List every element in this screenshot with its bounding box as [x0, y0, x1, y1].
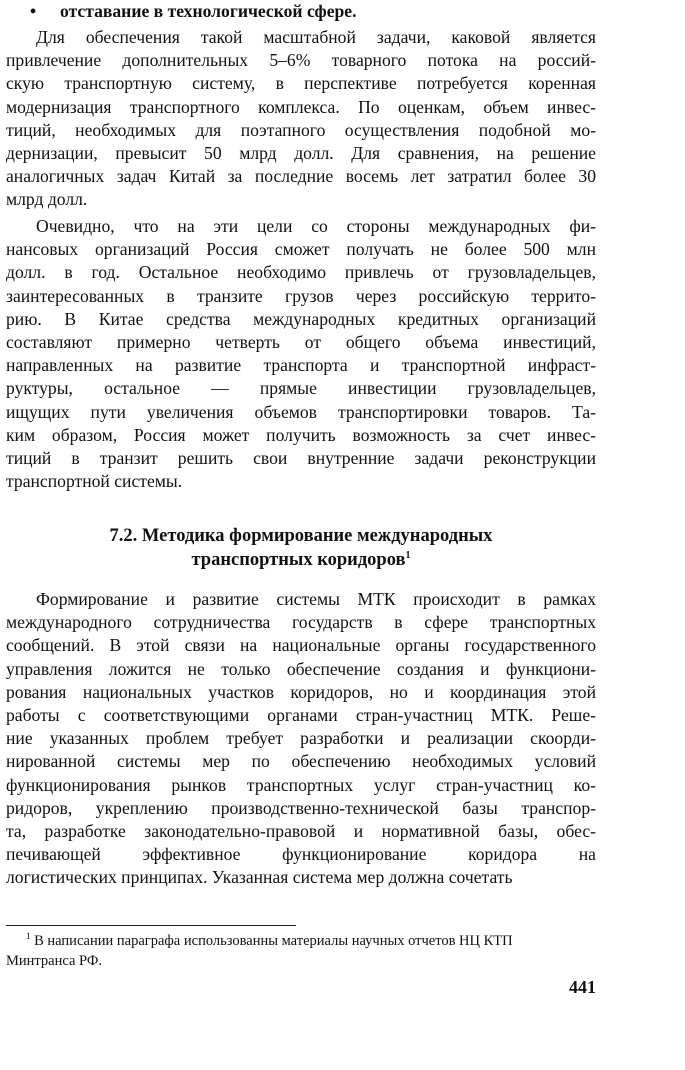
footnote-reference[interactable]: 1 — [405, 549, 411, 561]
text-line: долл. в год. Остальное необходимо привлечь от грузовладельцев, — [6, 262, 596, 283]
text-line: Очевидно, что на эти цели со стороны международных фи- — [36, 216, 596, 236]
text-line: ние указанных проблем требует разработки и реализации скоорди- — [6, 728, 596, 749]
text-line: нированной системы мер по обеспечению необходимых условий — [6, 751, 596, 772]
paragraph-2 — [6, 215, 596, 493]
bullet-item — [30, 0, 357, 23]
footnote-text-1: В написании параграфа использованны материалы научных отчетов НЦ КТП — [30, 933, 513, 949]
text-line: Для обеспечения такой масштабной задачи, каковой является — [36, 27, 596, 47]
footnote — [6, 932, 596, 971]
text-line: рию. В Китае средства международных кредитных организаций — [6, 308, 596, 329]
text-line: дернизации, превысит 50 млрд долл. Для сравнения, на решение — [6, 142, 596, 163]
text-line: тиций, необходимых для поэтапного осуществления подобной мо- — [6, 119, 596, 140]
text-line: заинтересованных в транзите грузов через российскую террито- — [6, 285, 596, 306]
paragraph-3 — [6, 588, 596, 889]
footnote-divider — [6, 925, 296, 926]
text-line: ким образом, Россия может получить возможность за счет инвес- — [6, 424, 596, 445]
bullet-text: отставание в технологической сфере. — [60, 1, 357, 21]
text-line: логистических принципах. Указанная система мер должна сочетать — [6, 867, 513, 888]
text-line: печивающей эффективное функционирование коридора на — [6, 844, 596, 865]
heading-line-2-text: транспортных коридоров — [191, 550, 406, 570]
text-line: тиций в транзит решить свои внутренние задачи реконструкции — [6, 447, 596, 468]
text-line: Формирование и развитие системы МТК происходит в рамках — [36, 589, 596, 609]
text-line: привлечение дополнительных 5–6% товарного потока на россий- — [6, 50, 596, 71]
text-line: ридоров, укреплению производственно-технической базы транспор- — [6, 797, 596, 818]
footnote-line-1 — [6, 932, 596, 952]
text-line: модернизация транспортного комплекса. По оценкам, объем инвес- — [6, 96, 596, 117]
footnote-line-2: Минтранса РФ. — [6, 952, 102, 969]
text-line: млрд долл. — [6, 189, 88, 210]
heading-line-2 — [6, 548, 596, 572]
text-line: ищущих пути увеличения объемов транспортировки товаров. Та- — [6, 401, 596, 422]
text-line: составляют примерно четверть от общего объема инвестиций, — [6, 331, 596, 352]
section-heading — [6, 524, 596, 572]
text-line: аналогичных задач Китай за последние восемь лет затратил более 30 — [6, 166, 596, 187]
paragraph-1 — [6, 26, 596, 212]
bullet-icon: • — [30, 1, 37, 21]
text-line: руктуры, остальное — прямые инвестиции грузовладельцев, — [6, 378, 596, 399]
footnote-marker: 1 — [26, 932, 31, 942]
text-line: та, разработке законодательно-правовой и нормативной базы, обес- — [6, 820, 596, 841]
text-line: функционирования рынков транспортных услуг стран-участниц ко- — [6, 774, 596, 795]
text-line: скую транспортную систему, в перспективе потребуется коренная — [6, 73, 596, 94]
text-line: рования национальных участков коридоров, но и координация этой — [6, 681, 596, 702]
text-line: управления ложится не только обеспечение создания и функциони- — [6, 658, 596, 679]
text-line: международного сотрудничества государств в сфере транспортных — [6, 612, 596, 633]
page-number: 441 — [569, 977, 596, 997]
text-line: нансовых организаций Россия сможет получать не более 500 млн — [6, 239, 596, 260]
text-line: направленных на развитие транспорта и транспортной инфраст- — [6, 355, 596, 376]
heading-line-1: 7.2. Методика формирование международных — [109, 526, 493, 546]
text-line: сообщений. В этой связи на национальные органы государственного — [6, 635, 596, 656]
text-line: работы с соответствующими органами стран-участниц МТК. Реше- — [6, 704, 596, 725]
text-line: транспортной системы. — [6, 471, 183, 492]
